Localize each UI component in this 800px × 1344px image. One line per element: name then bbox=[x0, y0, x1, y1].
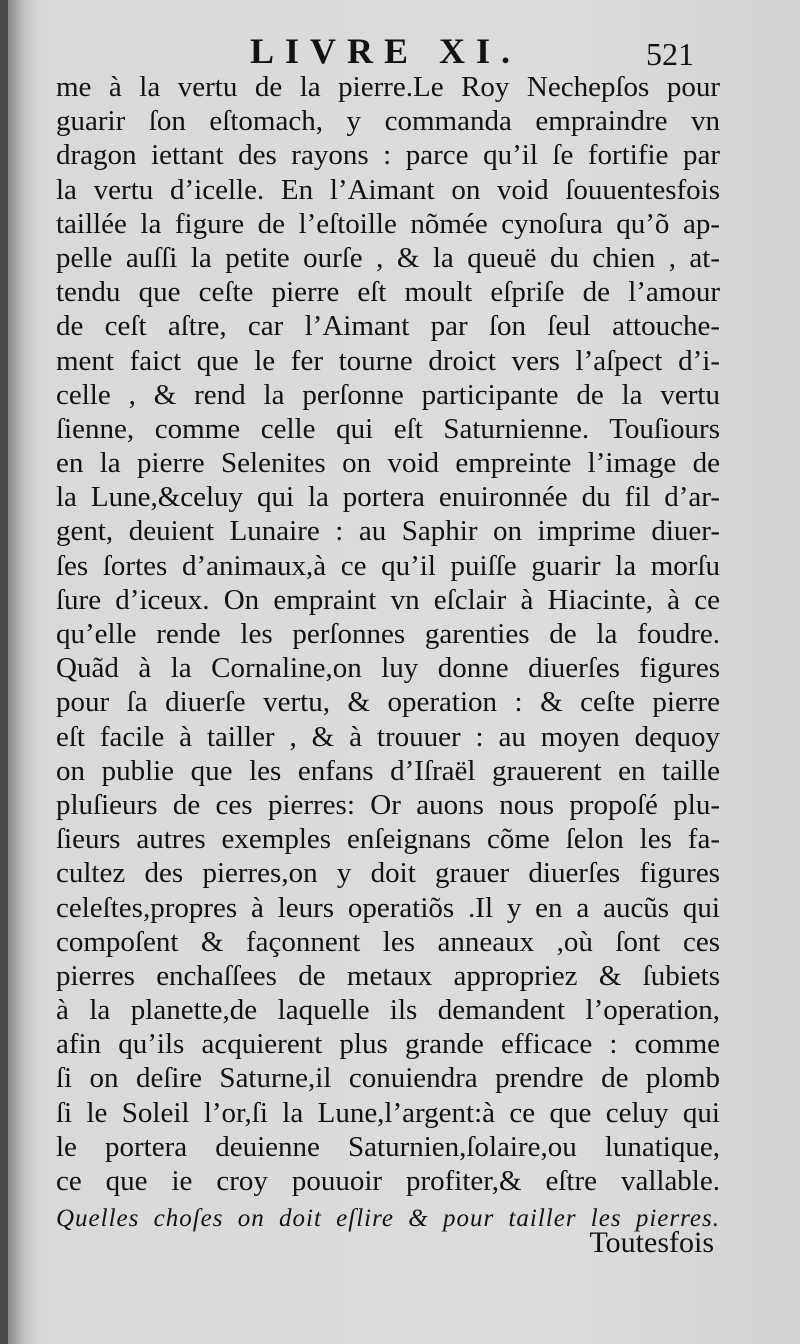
text-line: afin qu’ils acquierent plus grande efficace : comme bbox=[56, 1028, 720, 1061]
section-note: Quelles choſes on doit eſlire & pour tailler les pierres. bbox=[56, 1205, 720, 1233]
text-line: dragon iettant des rayons : parce qu’il ſe fortifie par bbox=[56, 139, 720, 172]
text-line: ment faict que le fer tourne droict vers l’aſpect d’i- bbox=[56, 344, 720, 377]
gutter-shadow bbox=[0, 0, 8, 1344]
text-line: celeſtes,propres à leurs operatiõs .Il y en a aucũs qui bbox=[56, 891, 720, 924]
text-line: la Lune,&celuy qui la portera enuironnée du fil d’ar- bbox=[56, 481, 720, 514]
text-line: à la planette,de laquelle ils demandent l’operation, bbox=[56, 994, 720, 1027]
catchword: Toutesfois bbox=[589, 1226, 714, 1259]
text-line: Quãd à la Cornaline,on luy donne diuerſes figures bbox=[56, 652, 720, 685]
text-line: le portera deuienne Saturnien,ſolaire,ou lunatique, bbox=[56, 1130, 720, 1163]
text-line: ſienne, comme celle qui eſt Saturnienne. Touſiours bbox=[56, 412, 720, 445]
text-line: compoſent & façonnent les anneaux ,où ſont ces bbox=[56, 925, 720, 958]
text-line: la vertu d’icelle. En l’Aimant on void ſouuentesfois bbox=[56, 173, 720, 206]
text-line: ſure d’iceux. On empraint vn eſclair à Hiacinte, à ce bbox=[56, 583, 720, 616]
text-line: ſieurs autres exemples enſeignans cõme ſelon les fa- bbox=[56, 823, 720, 856]
text-line: tendu que ceſte pierre eſt moult eſpriſe de l’amour bbox=[56, 276, 720, 309]
text-line: eſt facile à tailler , & à trouuer : au moyen dequoy bbox=[56, 720, 720, 753]
text-line: pelle auſſi la petite ourſe , & la queuë du chien , at- bbox=[56, 241, 720, 274]
text-line: taillée la figure de l’eſtoille nõmée cynoſura qu’õ ap- bbox=[56, 207, 720, 240]
running-head: LIVRE XI. bbox=[250, 31, 522, 71]
text-line: ce que ie croy pouuoir profiter,& eſtre vallable. bbox=[56, 1165, 720, 1197]
text-line: on publie que les enfans d’Iſraël grauerent en taille bbox=[56, 754, 720, 787]
text-line: en la pierre Selenites on void empreinte l’image de bbox=[56, 447, 720, 480]
text-line: cultez des pierres,on y doit grauer diuerſes figures bbox=[56, 857, 720, 890]
text-line: celle , & rend la perſonne participante de la vertu bbox=[56, 378, 720, 411]
text-line: guarir ſon eſtomach, y commanda empraindre vn bbox=[56, 105, 720, 138]
text-line: ſi on deſire Saturne,il conuiendra prendre de plomb bbox=[56, 1062, 720, 1095]
page-number: 521 bbox=[646, 36, 694, 72]
text-line: gent, deuient Lunaire : au Saphir on imprime diuer- bbox=[56, 515, 720, 548]
text-line: pierres enchaſſees de metaux appropriez & ſubiets bbox=[56, 959, 720, 992]
text-line: de ceſt aſtre, car l’Aimant par ſon ſeul attouche- bbox=[56, 310, 720, 343]
text-line: ſi le Soleil l’or,ſi la Lune,l’argent:à ce que celuy qui bbox=[56, 1096, 720, 1129]
text-line: pluſieurs de ces pierres: Or auons nous propoſé plu- bbox=[56, 788, 720, 821]
text-line: ſes ſortes d’animaux,à ce qu’il puiſſe guarir la morſu bbox=[56, 549, 720, 582]
text-line: me à la vertu de la pierre.Le Roy Nechepſos pour bbox=[56, 71, 720, 103]
body-text bbox=[56, 70, 720, 1236]
text-line: qu’elle rende les perſonnes garenties de la foudre. bbox=[56, 618, 720, 650]
text-line: pour ſa diuerſe vertu, & operation : & ceſte pierre bbox=[56, 686, 720, 719]
